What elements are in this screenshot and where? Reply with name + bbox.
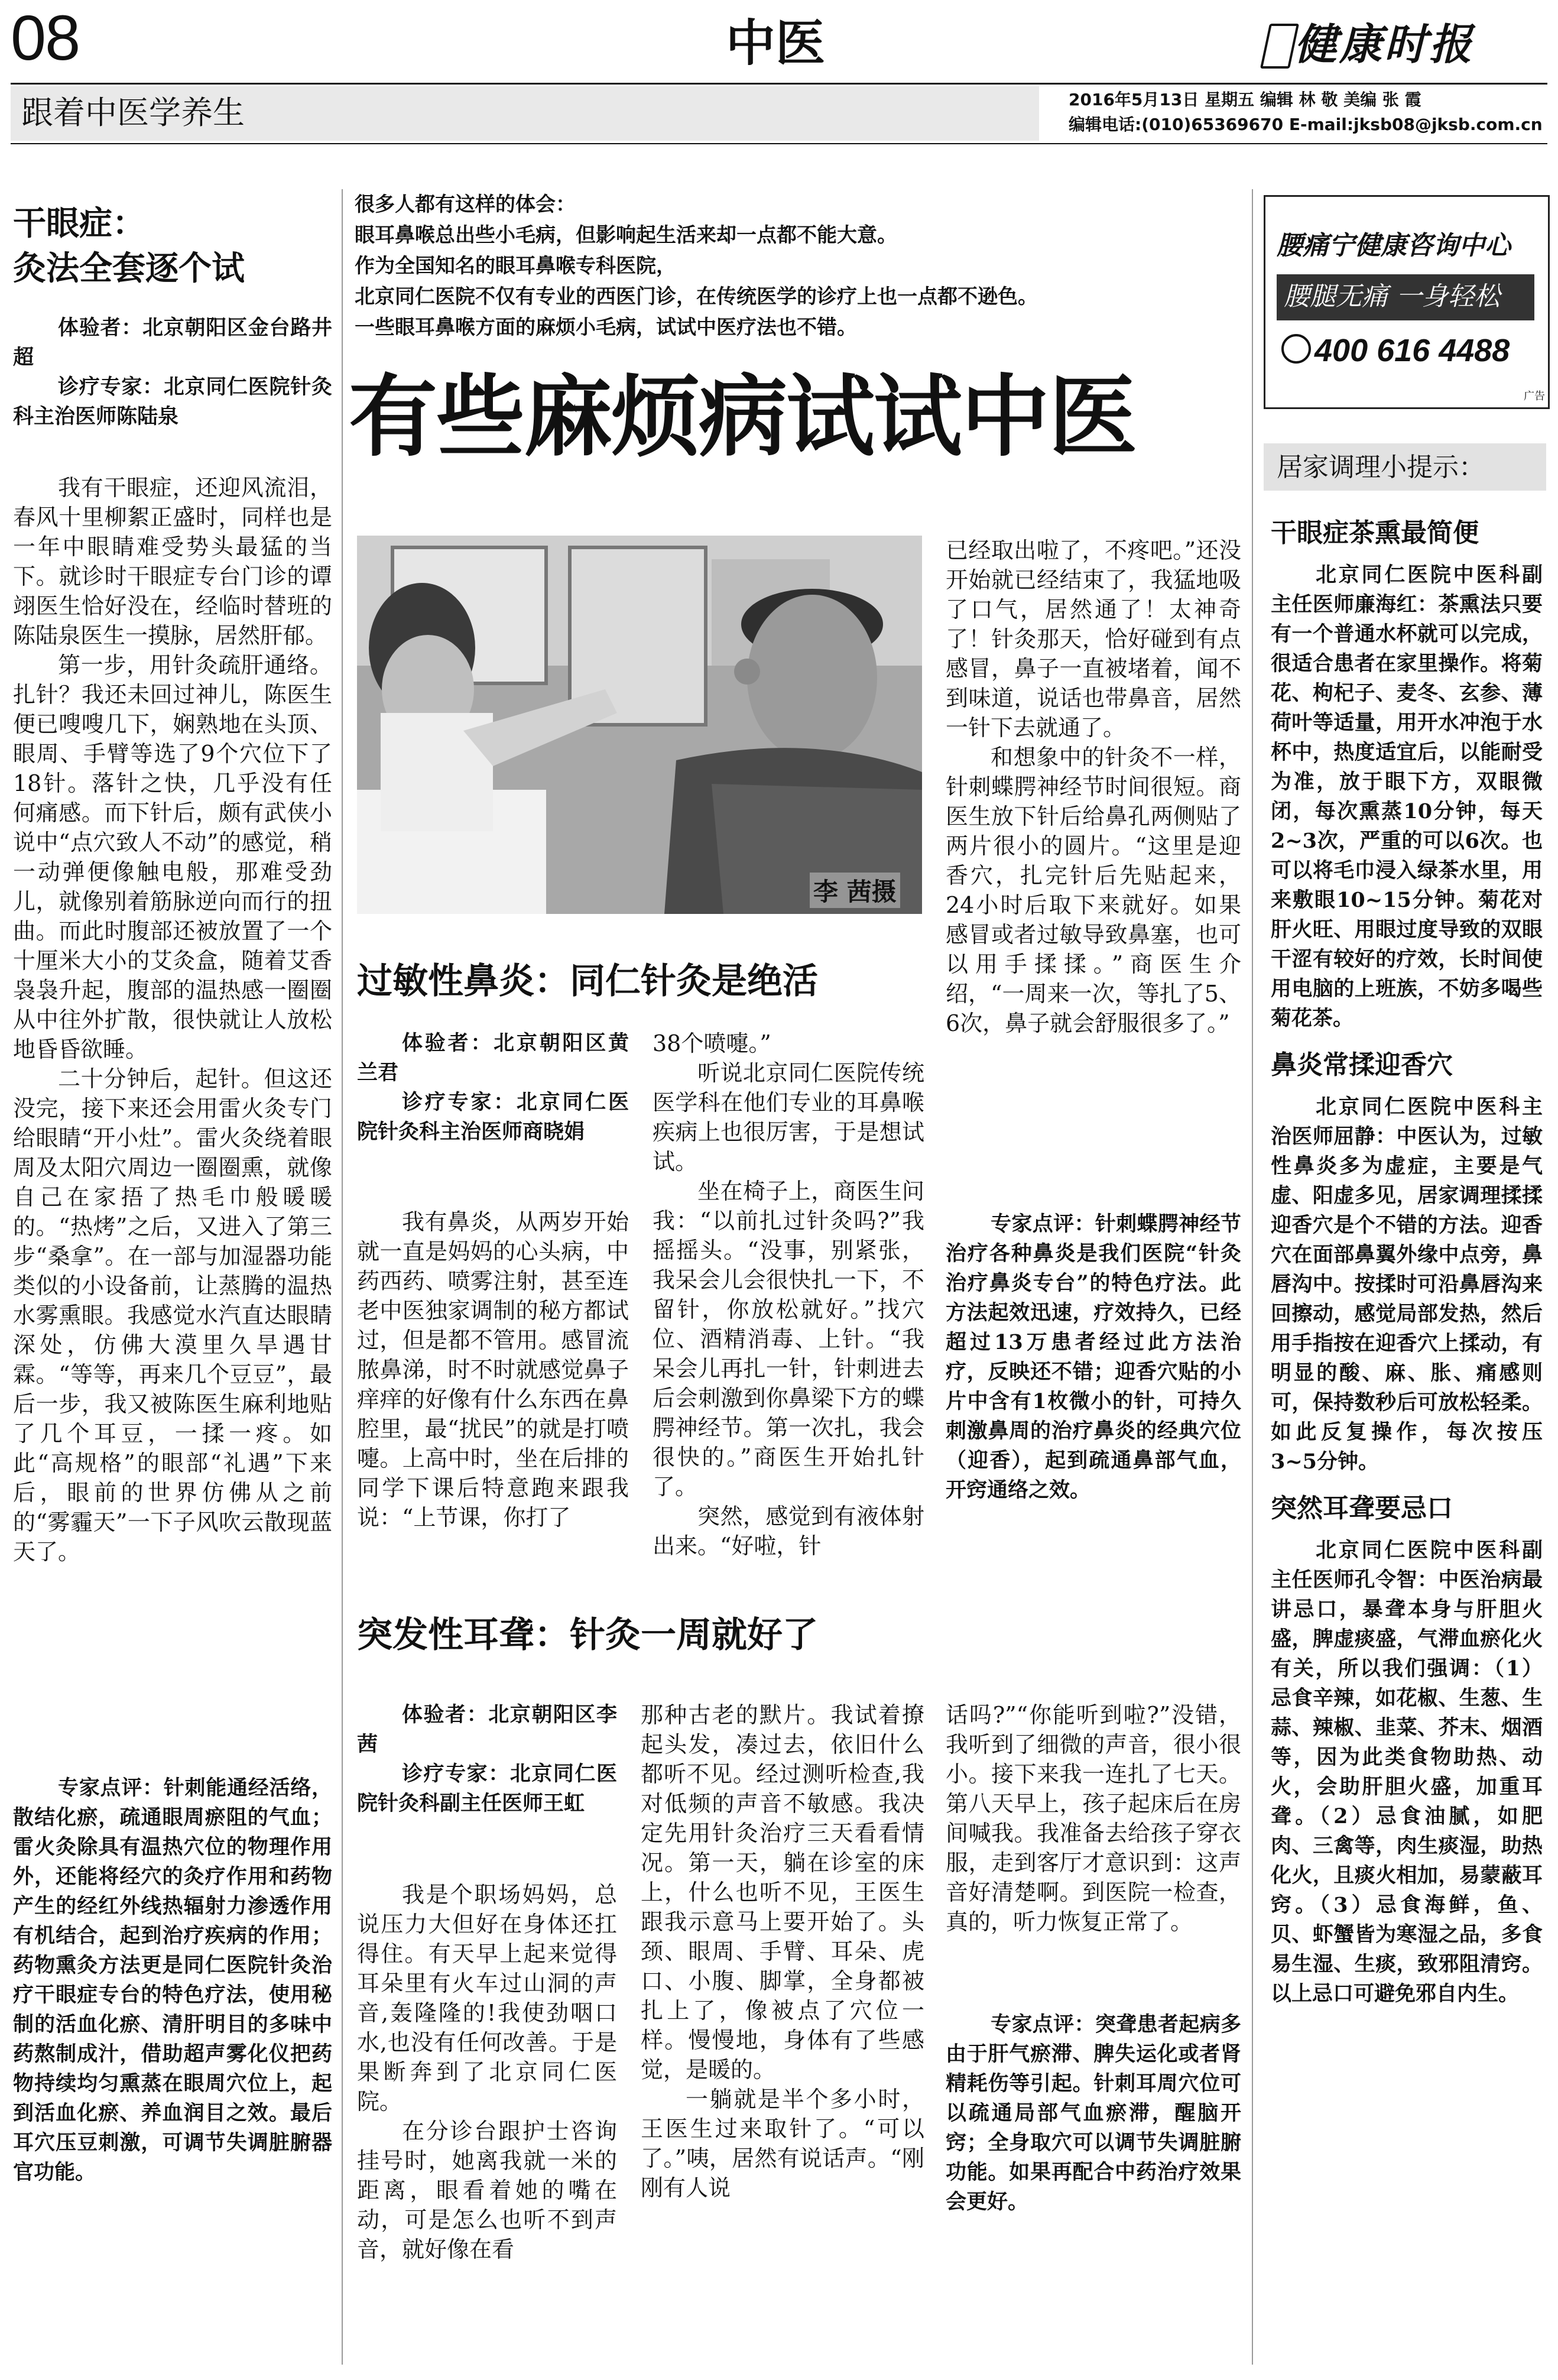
tip-title: 鼻炎常揉迎香穴 (1271, 1050, 1453, 1080)
left-article-body (13, 473, 332, 1567)
rhinitis-col1 (357, 1207, 629, 1532)
paragraph: 二十分钟后，起针。但这还没完，接下来还会用雷火灸专门给眼睛“开小灶”。雷火灸绕着眼周及太阳穴周边一圈圈熏，就像自己在家捂了热毛巾般暖暖的。“热烤”之后，又进入了第三步“桑拿”。在一部与加湿器功能类似的小设备前，让蒸腾的温热水雾熏眼。我感觉水汽直达眼睛深处，仿佛大漠里久旱遇甘霖。“等等，再来几个豆豆”，最后一步，我又被陈医生麻利地贴了几个耳豆，一揉一疼。如此“高规格”的眼部“礼遇”下来后，眼前的世界仿佛从之前的“雾霾天”一下子风吹云散现蓝天了。 (13, 1066, 332, 1565)
deafness-title: 突发性耳聋：针灸一周就好了 (357, 1614, 818, 1656)
tip-text: 中医认为，过敏性鼻炎多为虚症，主要是气虚、阳虚多见，居家调理揉揉迎香穴是个不错的方法。迎香穴在面部鼻翼外缘中点旁，鼻唇沟中。按揉时可沿鼻唇沟来回擦动，感觉局部发热，然后用手指按在迎香穴上揉动，有明显的酸、麻、胀、痛感则可，保持数秒后可放松轻柔。如此反复操作，每次按压3~5分钟。 (1271, 1124, 1543, 1474)
paragraph: 坐在椅子上，商医生问我：“以前扎过针灸吗?”我摇摇头。“没事，别紧张，我呆会儿会很快扎一下，不留针，你放松就好。”找穴位、酒精消毒、上针。“我呆会儿再扎一针，针刺进去后会刺激到你鼻梁下方的蝶腭神经节。第一次扎，我会很快的。”商医生开始扎针了。 (653, 1178, 924, 1500)
comment-text: ：针刺蝶腭神经节治疗各种鼻炎是我们医院“针灸治疗鼻炎专台”的特色疗法。此方法起效迅速，疗效持久，已经超过13万患者经过此方法治疗，反映还不错；迎香穴贴的小片中含有1枚微小的针，可持久刺激鼻周的治疗鼻炎的经典穴位（迎香），起到疏通鼻部气血，开窍通络之效。 (946, 1212, 1241, 1502)
comment-label: 专家点评 (991, 2012, 1075, 2037)
tip-text: 茶熏法只要有一个普通水杯就可以完成，很适合患者在家里操作。将菊花、枸杞子、麦冬、玄参、薄荷叶等适量，用开水冲泡于水杯中，热度适宜后，以能耐受为准，放于眼下方，双眼微闭，每次熏蒸10分钟，每天2~3次，严重的可以6次。也可以将毛巾浸入绿茶水里，用来敷眼10~15分钟。菊花对肝火旺、用眼过度导致的双眼干涩有较好的疗效，长时间使用电脑的上班族，不妨多喝些菊花茶。 (1271, 592, 1543, 1030)
intro-line: 一些眼耳鼻喉方面的麻烦小毛病，试试中医疗法也不错。 (355, 316, 857, 339)
newspaper-logo: 健康时报 (1294, 19, 1475, 69)
tip-author: 北京同仁医院中医科副主任医师孔令智： (1271, 1538, 1543, 1592)
paragraph: 我有干眼症，还迎风流泪，春风十里柳絮正盛时，同样也是一年中眼睛难受势头最猛的当下。就诊时干眼症专台门诊的谭翊医生恰好没在，经临时替班的陈陆泉医生一摸脉，居然肝郁。 (13, 475, 332, 648)
deafness-col2 (641, 1700, 924, 2203)
paragraph: 我有鼻炎，从两岁开始就一直是妈妈的心头病，中药西药、喷雾注射，甚至连老中医独家调制的秘方都试过，但是都不管用。感冒流脓鼻涕，时不时就感觉鼻子痒痒的好像有什么东西在鼻腔里，最“扰民”的就是打喷嚏。上高中时，坐在后排的同学下课后特意跑来跟我说：“上节课，你打了 (357, 1209, 629, 1531)
masthead-rule-top (11, 83, 1547, 85)
column-rule (1252, 189, 1253, 2365)
masthead-rule-bottom (11, 143, 1547, 144)
paragraph: 我是个职场妈妈，总说压力大但好在身体还扛得住。有天早上起来觉得耳朵里有火车过山洞的声音,轰隆隆的!我使劲咽口水,也没有任何改善。于是果断奔到了北京同仁医院。 (357, 1882, 617, 2115)
experiencer-label: 体验者 (402, 1703, 467, 1727)
paragraph: 一躺就是半个多小时，王医生过来取针了。“可以了。”咦，居然有说话声。“刚刚有人说 (641, 2086, 924, 2201)
section-title: 中医 (726, 14, 826, 72)
rhinitis-byline (357, 1029, 629, 1147)
paragraph: 听说北京同仁医院传统医学科在他们专业的耳鼻喉疾病上也很厉害，于是想试试。 (653, 1060, 924, 1175)
paragraph: 在分诊台跟护士咨询挂号时，她离我就一米的距离，眼看着她的嘴在动，可是怎么也听不到声音，就好像在看 (357, 2118, 617, 2262)
paragraph: 突然，感觉到有液体射出来。“好啦，针 (653, 1503, 924, 1559)
expert: ：北京同仁医院针灸科副主任医师王虹 (357, 1762, 617, 1815)
left-article-title (13, 201, 344, 291)
tip-body (1271, 1092, 1543, 1477)
comment-label: 专家点评 (58, 1776, 142, 1800)
intro-line: 北京同仁医院不仅有专业的西医门诊，在传统医学的诊疗上也一点都不逊色。 (355, 285, 1038, 309)
tip-title: 干眼症茶熏最简便 (1271, 518, 1479, 548)
tip-body (1271, 560, 1543, 1033)
deafness-col3 (946, 1700, 1241, 1937)
title-line: 干眼症： (13, 204, 145, 243)
rhinitis-title: 过敏性鼻炎：同仁针灸是绝活 (357, 961, 818, 1002)
paragraph: 那种古老的默片。我试着撩起头发，凑过去，依旧什么都听不见。经过测听检查,我对低频的声音不敏感。我决定先用针灸治疗三天看看情况。第一天，躺在诊室的床上，什么也听不见，王医生跟我示意马上要开始了。头颈、眼周、手臂、耳朵、虎口、小腹、脚掌，全身都被扎上了，像被点了穴位一样。慢慢地，身体有了些感觉，是暖的。 (641, 1702, 924, 2083)
paragraph: 话吗?”“你能听到啦?”没错，我听到了细微的声音，很小很小。接下来我一连扎了七天。第八天早上，孩子起床后在房间喊我。我准备去给孩子穿衣服，走到客厅才意识到：这声音好清楚啊。到医院一检查，真的，听力恢复正常了。 (946, 1702, 1241, 1935)
paragraph: 已经取出啦了，不疼吧。”还没开始就已经结束了，我猛地吸了口气，居然通了！太神奇了！针灸那天，恰好碰到有点感冒，鼻子一直被堵着，闻不到味道，说话也带鼻音，居然一针下去就通了。 (946, 537, 1241, 741)
intro-block (355, 189, 1241, 343)
comment-label: 专家点评 (991, 1212, 1075, 1236)
main-headline: 有些麻烦病试试中医 (349, 365, 1137, 469)
advert-slogan: 腰腿无痛 一身轻松 (1284, 281, 1500, 312)
experiencer: ：北京朝阳区金台路井超 (13, 316, 332, 369)
paragraph: 38个喷嚏。” (653, 1030, 771, 1056)
article-photo (357, 536, 922, 914)
tip-title: 突然耳聋要忌口 (1271, 1493, 1453, 1523)
page-number: 08 (11, 2, 80, 73)
expert: ：北京同仁医院针灸科主治医师陈陆泉 (13, 375, 332, 429)
tip-text: 中医治病最讲忌口，暴聋本身与肝胆火盛，脾虚痰盛，气滞血瘀化火有关，所以我们强调：（1）忌食辛辣，如花椒、生葱、生蒜、辣椒、韭菜、芥末、烟酒等，因为此类食物助热、动火，会助肝胆火盛，加重耳聋。（2）忌食油腻，如肥肉、三禽等，肉生痰湿，助热化火，且痰火相加，易蒙蔽耳窍。（3）忌食海鲜，鱼、贝、虾蟹皆为寒湿之品，多食易生湿、生痰，致邪阻清窍。以上忌口可避免邪自内生。 (1271, 1568, 1543, 2006)
deafness-expert-comment (946, 2010, 1241, 2217)
tip-body (1271, 1536, 1543, 2009)
title-line: 灸法全套逐个试 (13, 249, 245, 288)
left-byline (13, 313, 332, 432)
expert-label: 诊疗专家 (58, 375, 142, 399)
intro-line: 很多人都有这样的体会： (355, 193, 576, 216)
advert-title: 腰痛宁健康咨询中心 (1277, 231, 1511, 261)
paragraph: 第一步，用针灸疏肝通络。扎针？我还未回过神儿，陈医生便已嗖嗖几下，娴熟地在头顶、眼周、手臂等选了9个穴位下了18针。落针之快，几乎没有任何痛感。而下针后，颇有武侠小说中“点穴致人不动”的感觉，稍一动弹便像触电般，那难受劲儿，就像别着筋脉逆向而行的扭曲。而此时腹部还被放置了一个十厘米大小的艾灸盒，随着艾香袅袅升起，腹部的温热感一圈圈从中往外扩散，很快就让人放松地昏昏欲睡。 (13, 652, 332, 1062)
issue-meta: 2016年5月13日 星期五 编辑 林 敬 美编 张 霞 (1069, 90, 1421, 109)
logo-mark-icon (1260, 24, 1299, 69)
tips-list (1271, 514, 1543, 2009)
experiencer: ：北京朝阳区黄兰君 (357, 1032, 629, 1085)
advert-phone (1281, 331, 1510, 370)
rhinitis-continued (946, 536, 1241, 1038)
experiencer-label: 体验者 (58, 316, 122, 340)
rhinitis-expert-comment (946, 1210, 1241, 1505)
experiencer: ：北京朝阳区李茜 (357, 1703, 617, 1756)
tips-header: 居家调理小提示： (1277, 452, 1485, 482)
phone-icon (1281, 334, 1311, 364)
advert-tag: 广告 (1524, 390, 1545, 403)
photo-credit: 李 茜摄 (810, 873, 900, 908)
intro-line: 眼耳鼻喉总出些小毛病，但影响起生活来却一点都不能大意。 (355, 223, 897, 247)
expert: ：北京同仁医院针灸科主治医师商晓娟 (357, 1091, 629, 1144)
editor-contact: 编辑电话:(010)65369670 E-mail:jksb08@jksb.com.cn (1069, 115, 1543, 134)
tip-author: 北京同仁医院中医科副主任医师廉海红： (1271, 563, 1543, 617)
expert-label: 诊疗专家 (402, 1091, 494, 1114)
deafness-col1 (357, 1880, 617, 2264)
comment-text: ：针刺能通经活络，散结化瘀，疏通眼周瘀阻的气血；雷火灸除具有温热穴位的物理作用外，还能将经穴的灸疗作用和药物产生的经红外线热辐射力渗透作用有机结合，起到治疗疾病的作用；药物熏灸方法更是同仁医院针灸治疗干眼症专台的特色疗法，使用秘制的活血化瘀、清肝明目的多味中药熬制成汁，借助超声雾化仪把药物持续均匀熏蒸在眼周穴位上，起到活血化瘀、养血润目之效。最后耳穴压豆刺激，可调节失调脏腑器官功能。 (13, 1776, 332, 2184)
expert-label: 诊疗专家 (402, 1762, 489, 1786)
comment-text: ：突聋患者起病多由于肝气瘀滞、脾失运化或者肾精耗伤等引起。针刺耳周穴位可以疏通局部气血瘀滞，醒脑开窍；全身取穴可以调节失调脏腑功能。如果再配合中药治疗效果会更好。 (946, 2012, 1241, 2214)
tip-author: 北京同仁医院中医科主治医师屈静： (1271, 1095, 1543, 1149)
column-rule (342, 189, 343, 2365)
rhinitis-col2 (653, 1029, 924, 1561)
column-name: 跟着中医学养生 (21, 94, 245, 131)
deafness-byline (357, 1700, 617, 1818)
paragraph: 和想象中的针灸不一样，针刺蝶腭神经节时间很短。商医生放下针后给鼻孔两侧贴了两片很小的圆片。“这里是迎香穴，扎完针后先贴起来，24小时后取下来就好。如果感冒或者过敏导致鼻塞，也可以用手揉揉。”商医生介绍，“一周来一次，等扎了5、6次，鼻子就会舒服很多了。” (946, 744, 1241, 1036)
left-expert-comment (13, 1773, 332, 2187)
photo-illustration (357, 536, 922, 914)
intro-line: 作为全国知名的眼耳鼻喉专科医院， (355, 254, 676, 278)
phone-number: 400 616 4488 (1314, 333, 1510, 368)
experiencer-label: 体验者 (402, 1032, 471, 1055)
